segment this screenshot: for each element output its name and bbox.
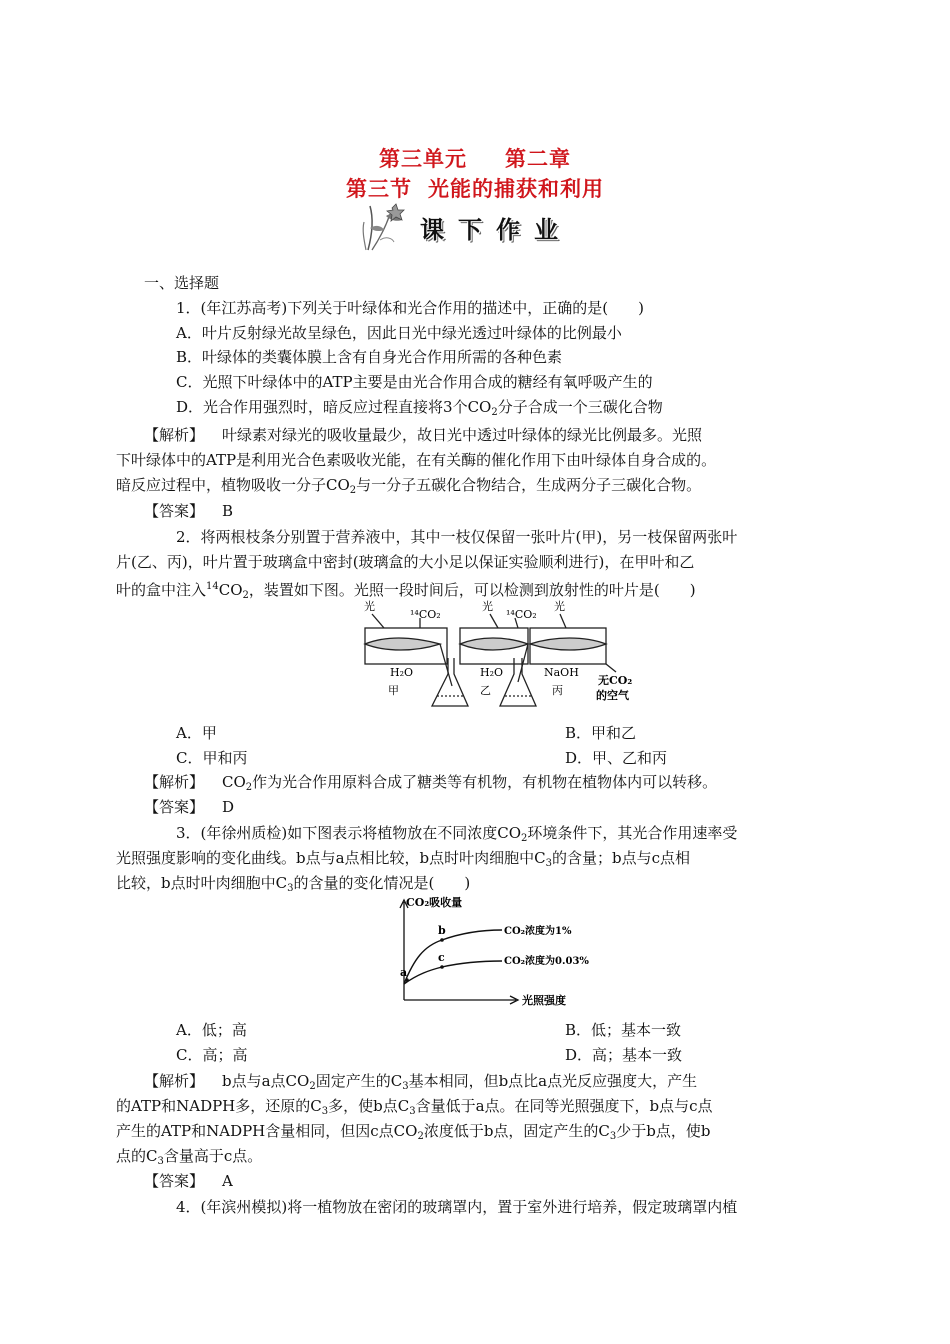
fig-no-co2-line1: 无CO₂ <box>598 674 633 687</box>
fig-co2-1: ¹⁴CO₂ <box>410 608 441 621</box>
subscript: 3 <box>409 1106 416 1117</box>
q2-line3b: CO <box>218 581 243 599</box>
q3-ana3b: 浓度低于b点，固定产生的C <box>423 1122 610 1140</box>
q3-analysis-line4 <box>116 1145 262 1173</box>
subscript: 2 <box>417 1131 424 1142</box>
flask-left-icon <box>432 658 468 706</box>
homework-badge <box>360 200 590 252</box>
answer-label: 【答案】 <box>144 1172 205 1190</box>
q3-line2a: 光照强度影响的变化曲线。b点与a点相比较，b点时叶肉细胞中C <box>116 849 546 867</box>
point-c-marker <box>440 965 444 969</box>
leaf-yi-icon <box>460 638 528 650</box>
analysis-label: 【解析】 <box>144 426 205 444</box>
answer-label: 【答案】 <box>144 798 205 816</box>
q3-ana1b: 固定产生的C <box>315 1072 403 1090</box>
subscript: 2 <box>521 833 528 844</box>
subscript: 2 <box>242 590 249 601</box>
fig-label-yi: 乙 <box>480 684 491 697</box>
chapter-label: 第二章 <box>505 146 571 171</box>
fig-label-bing: 丙 <box>552 684 563 697</box>
q3-answer <box>144 1170 233 1192</box>
q3-ana3a: 产生的ATP和NADPH含量相同，但因c点CO <box>116 1122 418 1140</box>
q3-answer-value: A <box>222 1172 233 1190</box>
q2-option-c: C．甲和丙 <box>176 749 248 767</box>
x-axis-label: 光照强度 <box>522 994 566 1007</box>
q1-option-d-part2: 分子合成一个三碳化合物 <box>497 398 663 416</box>
q1-option-d <box>176 396 663 424</box>
q3-ana2c: 含量低于a点。在同等光照强度下，b点与c点 <box>415 1097 713 1115</box>
q3-line2b: 的含量；b点与c点相 <box>552 849 691 867</box>
q3-option-a: A．低；高 <box>176 1021 247 1039</box>
subscript: 3 <box>402 1081 409 1092</box>
q1-option-b: B．叶绿体的类囊体膜上含有自身光合作用所需的各种色素 <box>176 348 563 366</box>
q3-line2 <box>116 847 690 875</box>
fig-light-2: 光 <box>482 600 493 613</box>
q3-ana2a: 的ATP和NADPH多，还原的C <box>116 1097 322 1115</box>
fig-no-co2-line2: 的空气 <box>596 689 629 702</box>
subscript: 3 <box>321 1106 329 1117</box>
subscript: 2 <box>245 782 253 793</box>
q1-analysis-line1 <box>144 424 702 446</box>
q1-analysis-text1: 叶绿素对绿光的吸收量最少，故日光中透过叶绿体的绿光比例最多。光照 <box>222 426 703 444</box>
q1-option-a: A．叶片反射绿光故呈绿色，因此日光中绿光透过叶绿体的比例最小 <box>176 324 622 342</box>
subscript: 2 <box>309 1081 316 1092</box>
subscript: 3 <box>545 858 553 869</box>
q2-line2: 片(乙、丙)，叶片置于玻璃盒中密封(玻璃盒的大小足以保证实验顺利进行)，在甲叶和乙 <box>116 553 695 571</box>
q3-option-d: D．高；基本一致 <box>565 1046 683 1064</box>
subscript: 2 <box>349 485 357 496</box>
q3-option-c: C．高；高 <box>176 1046 248 1064</box>
subscript: 3 <box>287 883 294 894</box>
fig-label-jia: 甲 <box>388 684 399 697</box>
fig-h2o-2: H₂O <box>480 666 504 679</box>
orchid-decoration-icon <box>360 200 420 252</box>
q3-ana2b: 多，使b点C <box>328 1097 410 1115</box>
leaf-bing-icon <box>530 638 606 650</box>
badge-label: 课下作业 <box>420 215 572 244</box>
q3-ana4b: 含量高于c点。 <box>163 1147 263 1165</box>
section-name: 光能的捕获和利用 <box>428 176 604 201</box>
q3-line3a: 比较，b点时叶肉细胞中C <box>116 874 288 892</box>
leaf-jia-icon <box>365 638 440 650</box>
q3-line3b: 的含量的变化情况是( ) <box>293 874 471 892</box>
q2-option-a: A．甲 <box>176 724 217 742</box>
section-title <box>0 173 950 203</box>
point-c-label: c <box>438 951 445 964</box>
point-a-label: a <box>400 966 408 979</box>
q3-analysis-line1 <box>144 1070 697 1098</box>
q2-line3a: 叶的盒中注入 <box>116 581 207 599</box>
q3-analysis-line2 <box>116 1095 713 1123</box>
q1-answer-value: B <box>222 502 234 520</box>
q2-option-b: B．甲和乙 <box>565 724 637 742</box>
point-b-marker <box>440 938 444 942</box>
q2-line3c: ，装置如下图。光照一段时间后，可以检测到放射性的叶片是( ) <box>248 581 696 599</box>
y-axis-label: CO₂吸收量 <box>406 896 463 909</box>
q2-option-d: D．甲、乙和丙 <box>565 749 668 767</box>
q1-option-d-part1: D．光合作用强烈时，暗反应过程直接将3个CO <box>176 398 492 416</box>
q2-answer <box>144 796 234 818</box>
q3-line1 <box>176 822 737 850</box>
q2-line1: 2．将两根枝条分别置于营养液中，其中一枝仅保留一张叶片(甲)，另一枝保留两张叶 <box>176 528 738 546</box>
q1-option-c: C．光照下叶绿体中的ATP主要是由光合作用合成的糖经有氧呼吸产生的 <box>176 373 653 391</box>
q3-option-b: B．低；基本一致 <box>565 1021 682 1039</box>
section-choice-label: 一、选择题 <box>144 274 220 292</box>
series-line-co2-003pct <box>404 961 502 984</box>
fig-light-3: 光 <box>554 600 565 613</box>
answer-label: 【答案】 <box>144 502 205 520</box>
subscript: 3 <box>157 1156 164 1167</box>
unit-chapter-title <box>0 143 950 173</box>
superscript: 14 <box>206 581 219 592</box>
q3-line1b: 环境条件下，其光合作用速率受 <box>527 824 738 842</box>
fig-co2-2: ¹⁴CO₂ <box>506 608 537 621</box>
fig-light-1: 光 <box>364 600 375 613</box>
q2-answer-value: D <box>222 798 235 816</box>
q3-ana3c: 少于b点，使b <box>616 1122 711 1140</box>
point-b-label: b <box>438 924 446 937</box>
q3-analysis-line3 <box>116 1120 711 1148</box>
series-label-co2-1pct: CO₂浓度为1% <box>504 926 572 937</box>
q1-answer <box>144 500 233 522</box>
q1-analysis-text3b: 与一分子五碳化合物结合，生成两分子三碳化合物。 <box>356 476 702 494</box>
q2-analysis-a: CO <box>222 773 246 791</box>
q1-stem: 1．(年江苏高考)下列关于叶绿体和光合作用的描述中，正确的是( ) <box>176 299 644 317</box>
subscript: 2 <box>491 407 498 418</box>
q2-analysis <box>144 771 717 799</box>
subscript: 3 <box>609 1131 617 1142</box>
q4-line1: 4．(年滨州模拟)将一植物放在密闭的玻璃罩内，置于室外进行培养，假定玻璃罩内植 <box>176 1198 738 1216</box>
q3-ana1c: 基本相同，但b点比a点光反应强度大，产生 <box>408 1072 698 1090</box>
unit-label: 第三单元 <box>379 146 467 171</box>
q3-line1a: 3．(年徐州质检)如下图表示将植物放在不同浓度CO <box>176 824 522 842</box>
q3-ana4a: 点的C <box>116 1147 158 1165</box>
experiment-apparatus-figure <box>360 598 660 710</box>
analysis-label: 【解析】 <box>144 1072 205 1090</box>
co2-absorption-chart <box>394 894 604 1012</box>
q3-ana1a: b点与a点CO <box>222 1072 310 1090</box>
q1-analysis-text3a: 暗反应过程中，植物吸收一分子CO <box>116 476 350 494</box>
analysis-label: 【解析】 <box>144 773 205 791</box>
q1-analysis-line3 <box>116 474 701 502</box>
q2-analysis-b: 作为光合作用原料合成了糖类等有机物，有机物在植物体内可以转移。 <box>252 773 718 791</box>
fig-naoh: NaOH <box>544 666 579 679</box>
series-label-co2-003pct: CO₂浓度为0.03% <box>504 956 589 967</box>
section-number: 第三节 <box>346 176 412 201</box>
q1-analysis-line2: 下叶绿体中的ATP是利用光合色素吸收光能，在有关酶的催化作用下由叶绿体自身合成的。 <box>116 451 717 469</box>
fig-h2o-1: H₂O <box>390 666 414 679</box>
